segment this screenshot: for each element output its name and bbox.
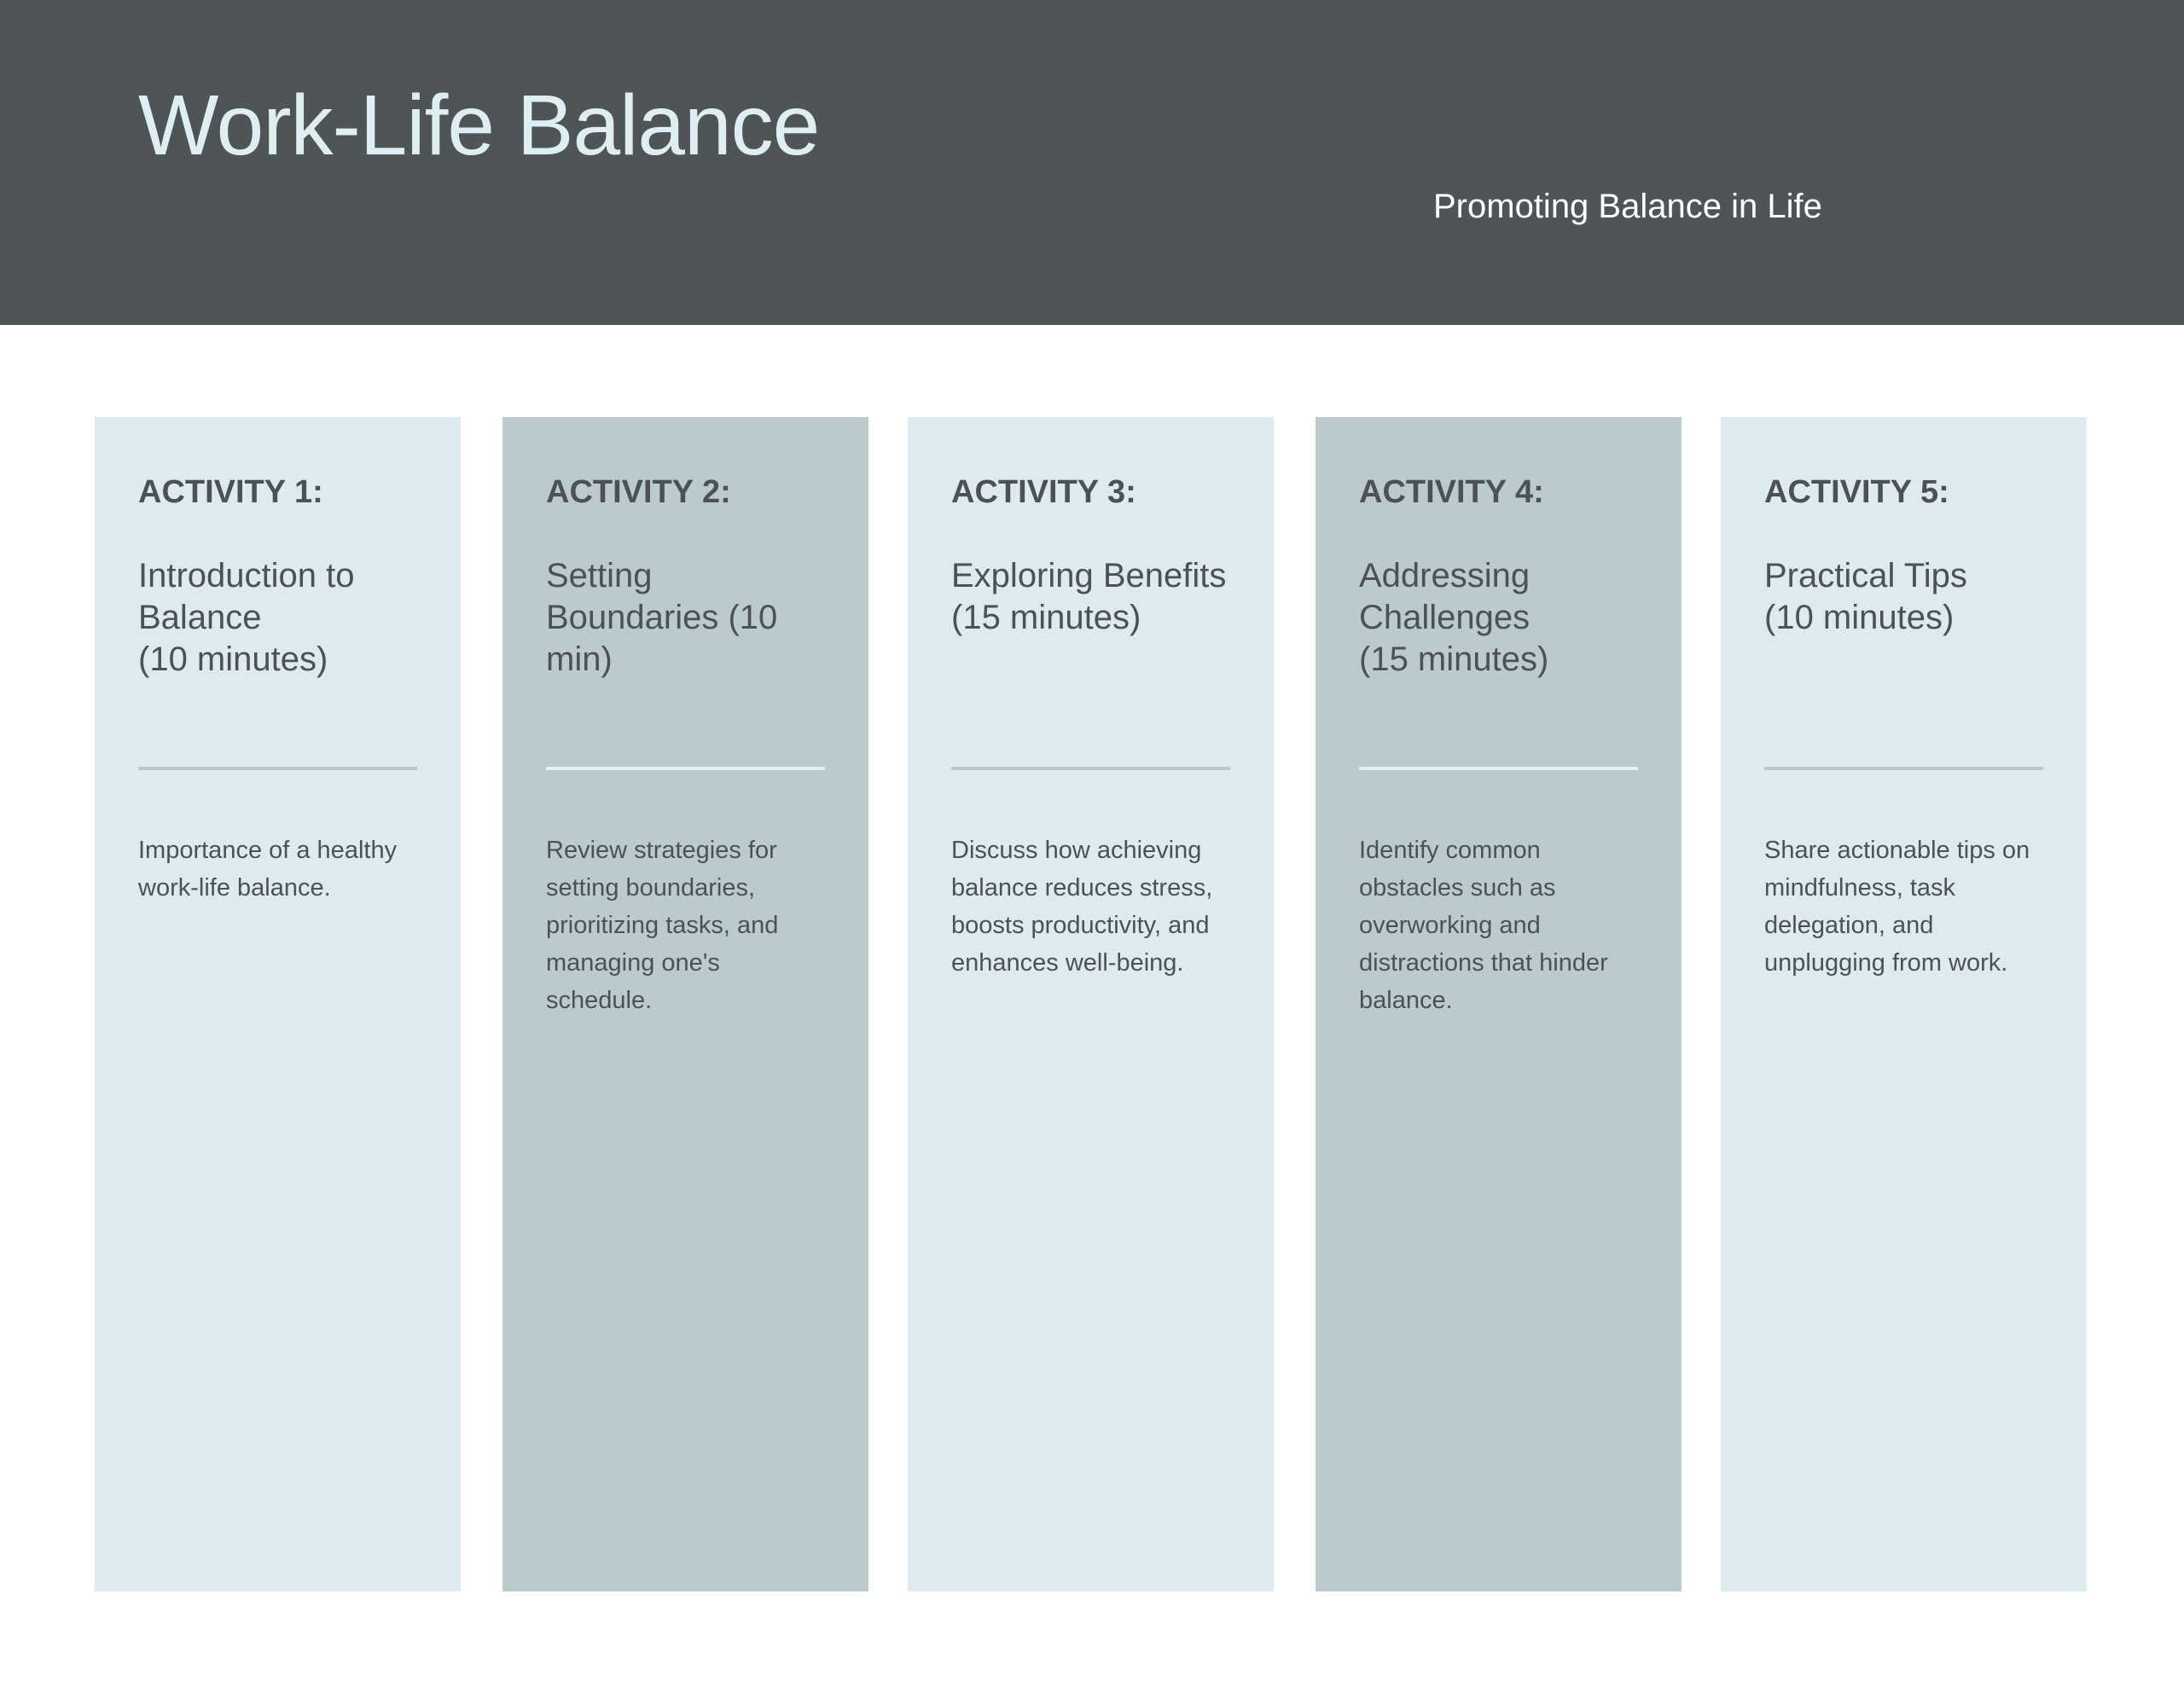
activity-name: Setting Boundaries (10 min) <box>546 557 778 678</box>
activity-name: Introduction to Balance (10 minutes) <box>138 557 355 678</box>
activity-description: Discuss how achieving balance reduces stress, boosts productivity, and enhances well-being. <box>951 837 1213 977</box>
activity-description: Share actionable tips on mindfulness, task delegation, and unplugging from work. <box>1764 837 2030 977</box>
activity-name: Addressing Challenges (15 minutes) <box>1359 557 1549 678</box>
activity-description: Review strategies for setting boundaries, prioritizing tasks, and managing one's schedule. <box>546 837 779 1014</box>
activity-label: ACTIVITY 2: <box>546 474 731 510</box>
activity-card-5 <box>1721 417 2087 1591</box>
divider <box>1764 767 2043 770</box>
activity-description: Identify common obstacles such as overworking and distractions that hinder balance. <box>1359 837 1608 1014</box>
divider <box>951 767 1230 770</box>
page-title: Work-Life Balance <box>138 78 820 173</box>
activity-label: ACTIVITY 5: <box>1764 474 1949 510</box>
activity-card-2 <box>502 417 868 1591</box>
activity-card-1 <box>95 417 461 1591</box>
divider <box>1359 767 1638 770</box>
activity-label: ACTIVITY 4: <box>1359 474 1544 510</box>
activity-name: Practical Tips (10 minutes) <box>1764 557 1967 636</box>
activity-label: ACTIVITY 1: <box>138 474 323 510</box>
activity-card-3 <box>908 417 1274 1591</box>
divider <box>138 767 417 770</box>
header-banner <box>0 0 2184 325</box>
activity-label: ACTIVITY 3: <box>951 474 1136 510</box>
activity-description: Importance of a healthy work-life balance. <box>138 837 398 901</box>
page-subtitle: Promoting Balance in Life <box>1433 188 1822 225</box>
activity-name: Exploring Benefits (15 minutes) <box>951 557 1227 636</box>
activity-card-4 <box>1316 417 1682 1591</box>
divider <box>546 767 825 770</box>
